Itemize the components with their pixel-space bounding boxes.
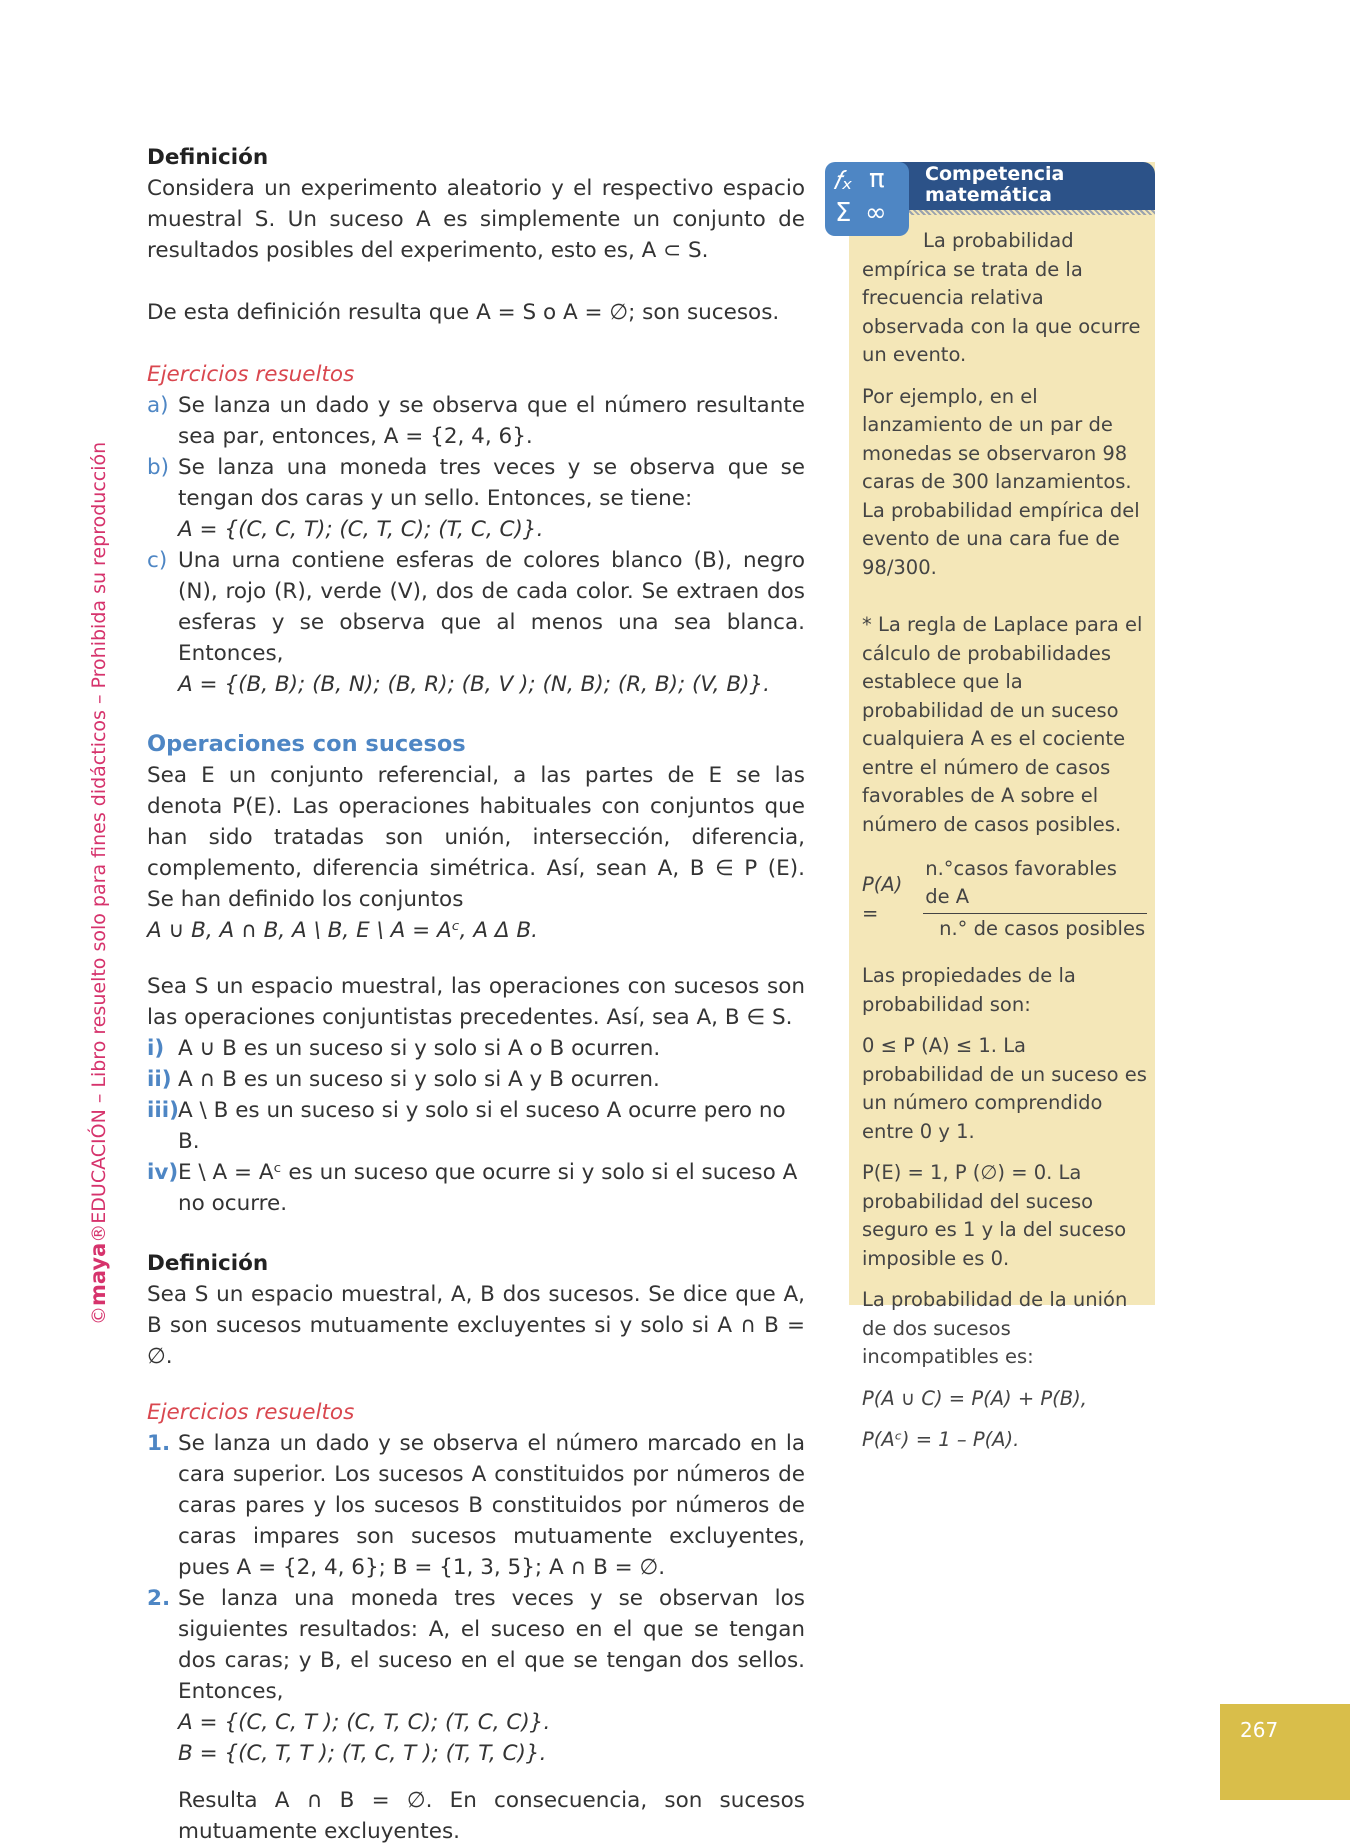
definition-text: Considera un experimento aleatorio y el respectivo espacio muestral S. Un suceso A es simplemente un conjunto de resultados posibles del experimento, esto es, A ⊂ S. xyxy=(147,176,805,263)
page-number-tab xyxy=(1220,1704,1350,1800)
item-text: A ∪ B es un suceso si y solo si A o B ocurren. xyxy=(178,1036,661,1061)
sigma-icon: Σ xyxy=(835,198,852,228)
exercise-item xyxy=(147,1583,805,1847)
side-copyright-text xyxy=(87,425,110,1325)
sidebar-title: Competencia matemática xyxy=(925,163,1065,206)
exercises-heading: Ejercicios resueltos xyxy=(147,362,355,387)
item-marker: 2. xyxy=(147,1586,171,1611)
exercise-item xyxy=(147,1428,805,1583)
formula-denominator: n.° de casos posibles xyxy=(939,917,1146,940)
item-set-a: A = {(C, C, T ); (C, T, C); (T, C, C)}. xyxy=(178,1710,551,1735)
sidebar-content xyxy=(862,227,1147,1468)
item-marker: 1. xyxy=(147,1431,171,1456)
side-text-rest: EDUCACIÓN – Libro resuelto solo para fines didácticos – Prohibida su reproducción xyxy=(88,441,110,1224)
exercise-item xyxy=(147,545,805,700)
definition-text-2: Sea S un espacio muestral, A, B dos sucesos. Se dice que A, B son sucesos mutuamente excluyentes si y solo si A ∩ B = ∅. xyxy=(147,1282,805,1369)
exercise-item xyxy=(147,390,805,452)
page-number: 267 xyxy=(1240,1718,1279,1742)
operations-text: Sea E un conjunto referencial, a las partes de E se las denota P(E). Las operaciones habituales con conjuntos que han sido tratadas son unión, intersección, diferencia, complemento, diferencia simétrica. Así, sean A, B ∈ P (E). Se han definido los conjuntos xyxy=(147,763,805,912)
item-conclusion: Resulta A ∩ B = ∅. En consecuencia, son sucesos mutuamente excluyentes. xyxy=(178,1788,805,1844)
definition-heading-2: Definición xyxy=(147,1251,269,1276)
operations-heading: Operaciones con sucesos xyxy=(147,731,466,757)
sidebar-paragraph: La probabilidad de la unión de dos sucesos incompatibles es: xyxy=(862,1288,1128,1368)
exercise-item xyxy=(147,452,805,545)
copyright-symbol: © xyxy=(88,1306,110,1325)
sidebar-paragraph: * La regla de Laplace para el cálculo de probabilidades establece que la probabilidad de un suceso cualquiera A es el cociente entre el número de casos favorables de A sobre el número de casos posibles. xyxy=(862,613,1143,836)
brand-name: maya xyxy=(86,1242,110,1306)
math-badge-icon xyxy=(825,162,909,236)
item-set: A = {(B, B); (B, N); (B, R); (B, V ); (N, B); (R, B); (V, B)}. xyxy=(178,672,770,697)
item-set-b: B = {(C, T, T ); (T, C, T ); (T, T, C)}. xyxy=(178,1741,547,1766)
sidebar-formula: P(A ∪ C) = P(A) + P(B), xyxy=(862,1386,1087,1410)
item-marker: iii) xyxy=(147,1098,179,1123)
registered-symbol: ® xyxy=(88,1223,110,1243)
operations-sets: A ∪ B, A ∩ B, A \ B, E \ A = Aᶜ, A Δ B. xyxy=(147,918,538,943)
item-text: A \ B es un suceso si y solo si el suceso A ocurre pero no B. xyxy=(178,1098,786,1154)
sidebar-paragraph: Las propiedades de la probabilidad son: xyxy=(862,964,1076,1016)
exercises-heading-2: Ejercicios resueltos xyxy=(147,1400,355,1425)
item-marker: ii) xyxy=(147,1067,172,1092)
main-column xyxy=(147,142,805,1847)
formula-left: P(A) = xyxy=(862,873,903,925)
item-marker: c) xyxy=(147,548,168,573)
function-icon: 𝑓ₓ xyxy=(833,166,853,196)
infinity-icon: ∞ xyxy=(865,198,887,228)
sidebar-paragraph: La probabilidad empírica se trata de la frecuencia relativa observada con la que ocurre un evento. xyxy=(862,229,1141,366)
item-text: A ∩ B es un suceso si y solo si A y B ocurren. xyxy=(178,1067,660,1092)
definition-consequence: De esta definición resulta que A = S o A = ∅; son sucesos. xyxy=(147,300,780,325)
sidebar-header xyxy=(0,162,1350,242)
item-text: Se lanza una moneda tres veces y se observan los siguientes resultados: A, el suceso en el que se tengan dos caras; y B, el suceso en el que se tengan dos sellos. Entonces, xyxy=(178,1586,805,1704)
item-text: Se lanza una moneda tres veces y se observa que se tengan dos caras y un sello. Entonces, se tiene: xyxy=(178,455,805,511)
item-marker: a) xyxy=(147,393,169,418)
item-text: Se lanza un dado y se observa el número marcado en la cara superior. Los sucesos A constituidos por números de caras pares y los sucesos B constituidos por números de caras impares son sucesos mutuamente excluyentes, pues A = {2, 4, 6}; B = {1, 3, 5}; A ∩ B = ∅. xyxy=(178,1431,805,1580)
sidebar-title-stripe xyxy=(895,210,1155,215)
item-set: A = {(C, C, T); (C, T, C); (T, C, C)}. xyxy=(178,517,544,542)
item-marker: i) xyxy=(147,1036,165,1061)
operation-item xyxy=(147,1033,805,1064)
item-text: Se lanza un dado y se observa que el número resultante sea par, entonces, A = {2, 4, 6}. xyxy=(178,393,805,449)
sidebar-paragraph: 0 ≤ P (A) ≤ 1. La probabilidad de un suceso es un número comprendido entre 0 y 1. xyxy=(862,1034,1147,1143)
item-marker: b) xyxy=(147,455,170,480)
definition-heading: Definición xyxy=(147,145,269,170)
formula-numerator: n.°casos favorables de A xyxy=(923,855,1147,914)
laplace-formula xyxy=(862,855,1147,944)
pi-icon: π xyxy=(869,164,885,194)
sidebar-formula: P(Aᶜ) = 1 – P(A). xyxy=(862,1428,1020,1451)
operations-text-2: Sea S un espacio muestral, las operaciones con sucesos son las operaciones conjuntistas precedentes. Así, sea A, B ∈ S. xyxy=(147,974,805,1030)
sidebar-paragraph: Por ejemplo, en el lanzamiento de un par de monedas se observaron 98 caras de 300 lanzamientos. La probabilidad empírica del evento de una cara fue de 98/300. xyxy=(862,384,1140,579)
operation-item xyxy=(147,1157,805,1219)
sidebar-paragraph: P(E) = 1, P (∅) = 0. La probabilidad del suceso seguro es 1 y la del suceso imposible es 0. xyxy=(862,1161,1127,1270)
operation-item xyxy=(147,1064,805,1095)
item-text: E \ A = Aᶜ es un suceso que ocurre si y solo si el suceso A no ocurre. xyxy=(178,1160,798,1216)
operation-item xyxy=(147,1095,805,1157)
item-text: Una urna contiene esferas de colores blanco (B), negro (N), rojo (R), verde (V), dos de cada color. Se extraen dos esferas y se observa que al menos una sea blanca. Entonces, xyxy=(178,548,805,666)
item-marker: iv) xyxy=(147,1160,179,1185)
